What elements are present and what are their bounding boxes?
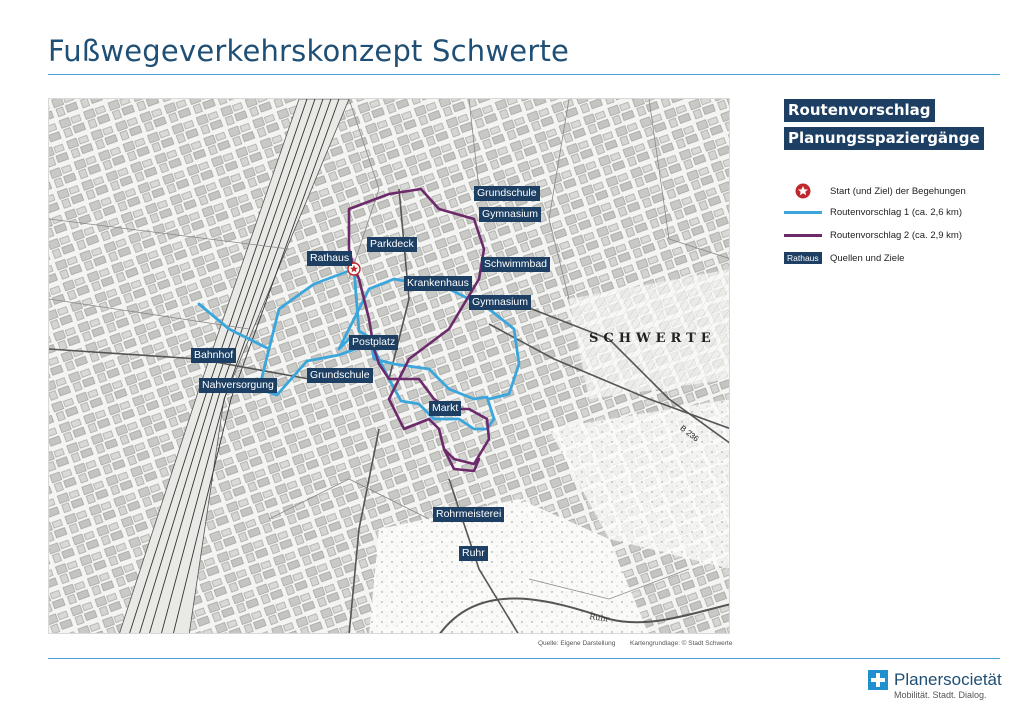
route1-line-icon	[784, 211, 822, 214]
city-map[interactable]	[48, 98, 730, 634]
place-krankenhaus[interactable]: Krankenhaus	[404, 276, 472, 291]
place-gymnasium-east[interactable]: Gymnasium	[469, 295, 531, 310]
place-grundschule-north[interactable]: Grundschule	[474, 186, 540, 201]
brand-name: Planersocietät	[894, 670, 1002, 689]
star-icon	[784, 182, 822, 200]
legend-title-line1: Routenvorschlag	[784, 99, 935, 122]
city-name-label: SCHWERTE	[589, 331, 716, 346]
road-b236-label: B 236	[678, 423, 701, 444]
route2-line-icon	[784, 234, 822, 237]
place-grundschule-south[interactable]: Grundschule	[307, 368, 373, 383]
legend-start-label: Start (und Ziel) der Begehungen	[830, 185, 966, 197]
planersocietaet-logo-icon	[868, 670, 888, 690]
legend-route2-label: Routenvorschlag 2 (ca. 2,9 km)	[830, 230, 963, 241]
place-gymnasium-north[interactable]: Gymnasium	[479, 207, 541, 222]
place-ruhr[interactable]: Ruhr	[459, 546, 488, 561]
place-schwimmbad[interactable]: Schwimmbad	[481, 257, 550, 272]
legend-title-line2: Planungsspaziergänge	[784, 127, 984, 150]
page-title: Fußwegeverkehrskonzept Schwerte	[48, 34, 570, 68]
legend-places-label: Quellen und Ziele	[830, 252, 905, 264]
svg-text:Ruhr: Ruhr	[588, 612, 610, 624]
place-markt[interactable]: Markt	[429, 401, 461, 416]
place-rohrmeisterei[interactable]: Rohrmeisterei	[433, 507, 504, 522]
legend-row-start	[784, 182, 966, 200]
brand-logo[interactable]	[868, 670, 1002, 700]
legend-route1-label: Routenvorschlag 1 (ca. 2,6 km)	[830, 207, 963, 218]
title-divider	[48, 74, 1000, 75]
place-parkdeck[interactable]: Parkdeck	[367, 237, 417, 252]
place-nahversorgung[interactable]: Nahversorgung	[199, 378, 277, 393]
place-postplatz[interactable]: Postplatz	[349, 335, 398, 350]
brand-tagline: Mobilität. Stadt. Dialog.	[894, 690, 987, 700]
legend-row-route1	[784, 207, 962, 218]
legend-row-route2	[784, 230, 962, 241]
place-bahnhof[interactable]: Bahnhof	[191, 348, 236, 363]
legend-place-chip: Rathaus	[784, 252, 822, 264]
place-rathaus[interactable]: Rathaus	[307, 251, 352, 266]
footer-divider	[48, 658, 1000, 659]
source-note: Quelle: Eigene Darstellung	[538, 640, 616, 647]
legend-row-places	[784, 252, 904, 264]
basemap-note: Kartengrundlage: © Stadt Schwerte	[630, 640, 733, 647]
map-canvas	[49, 99, 730, 634]
